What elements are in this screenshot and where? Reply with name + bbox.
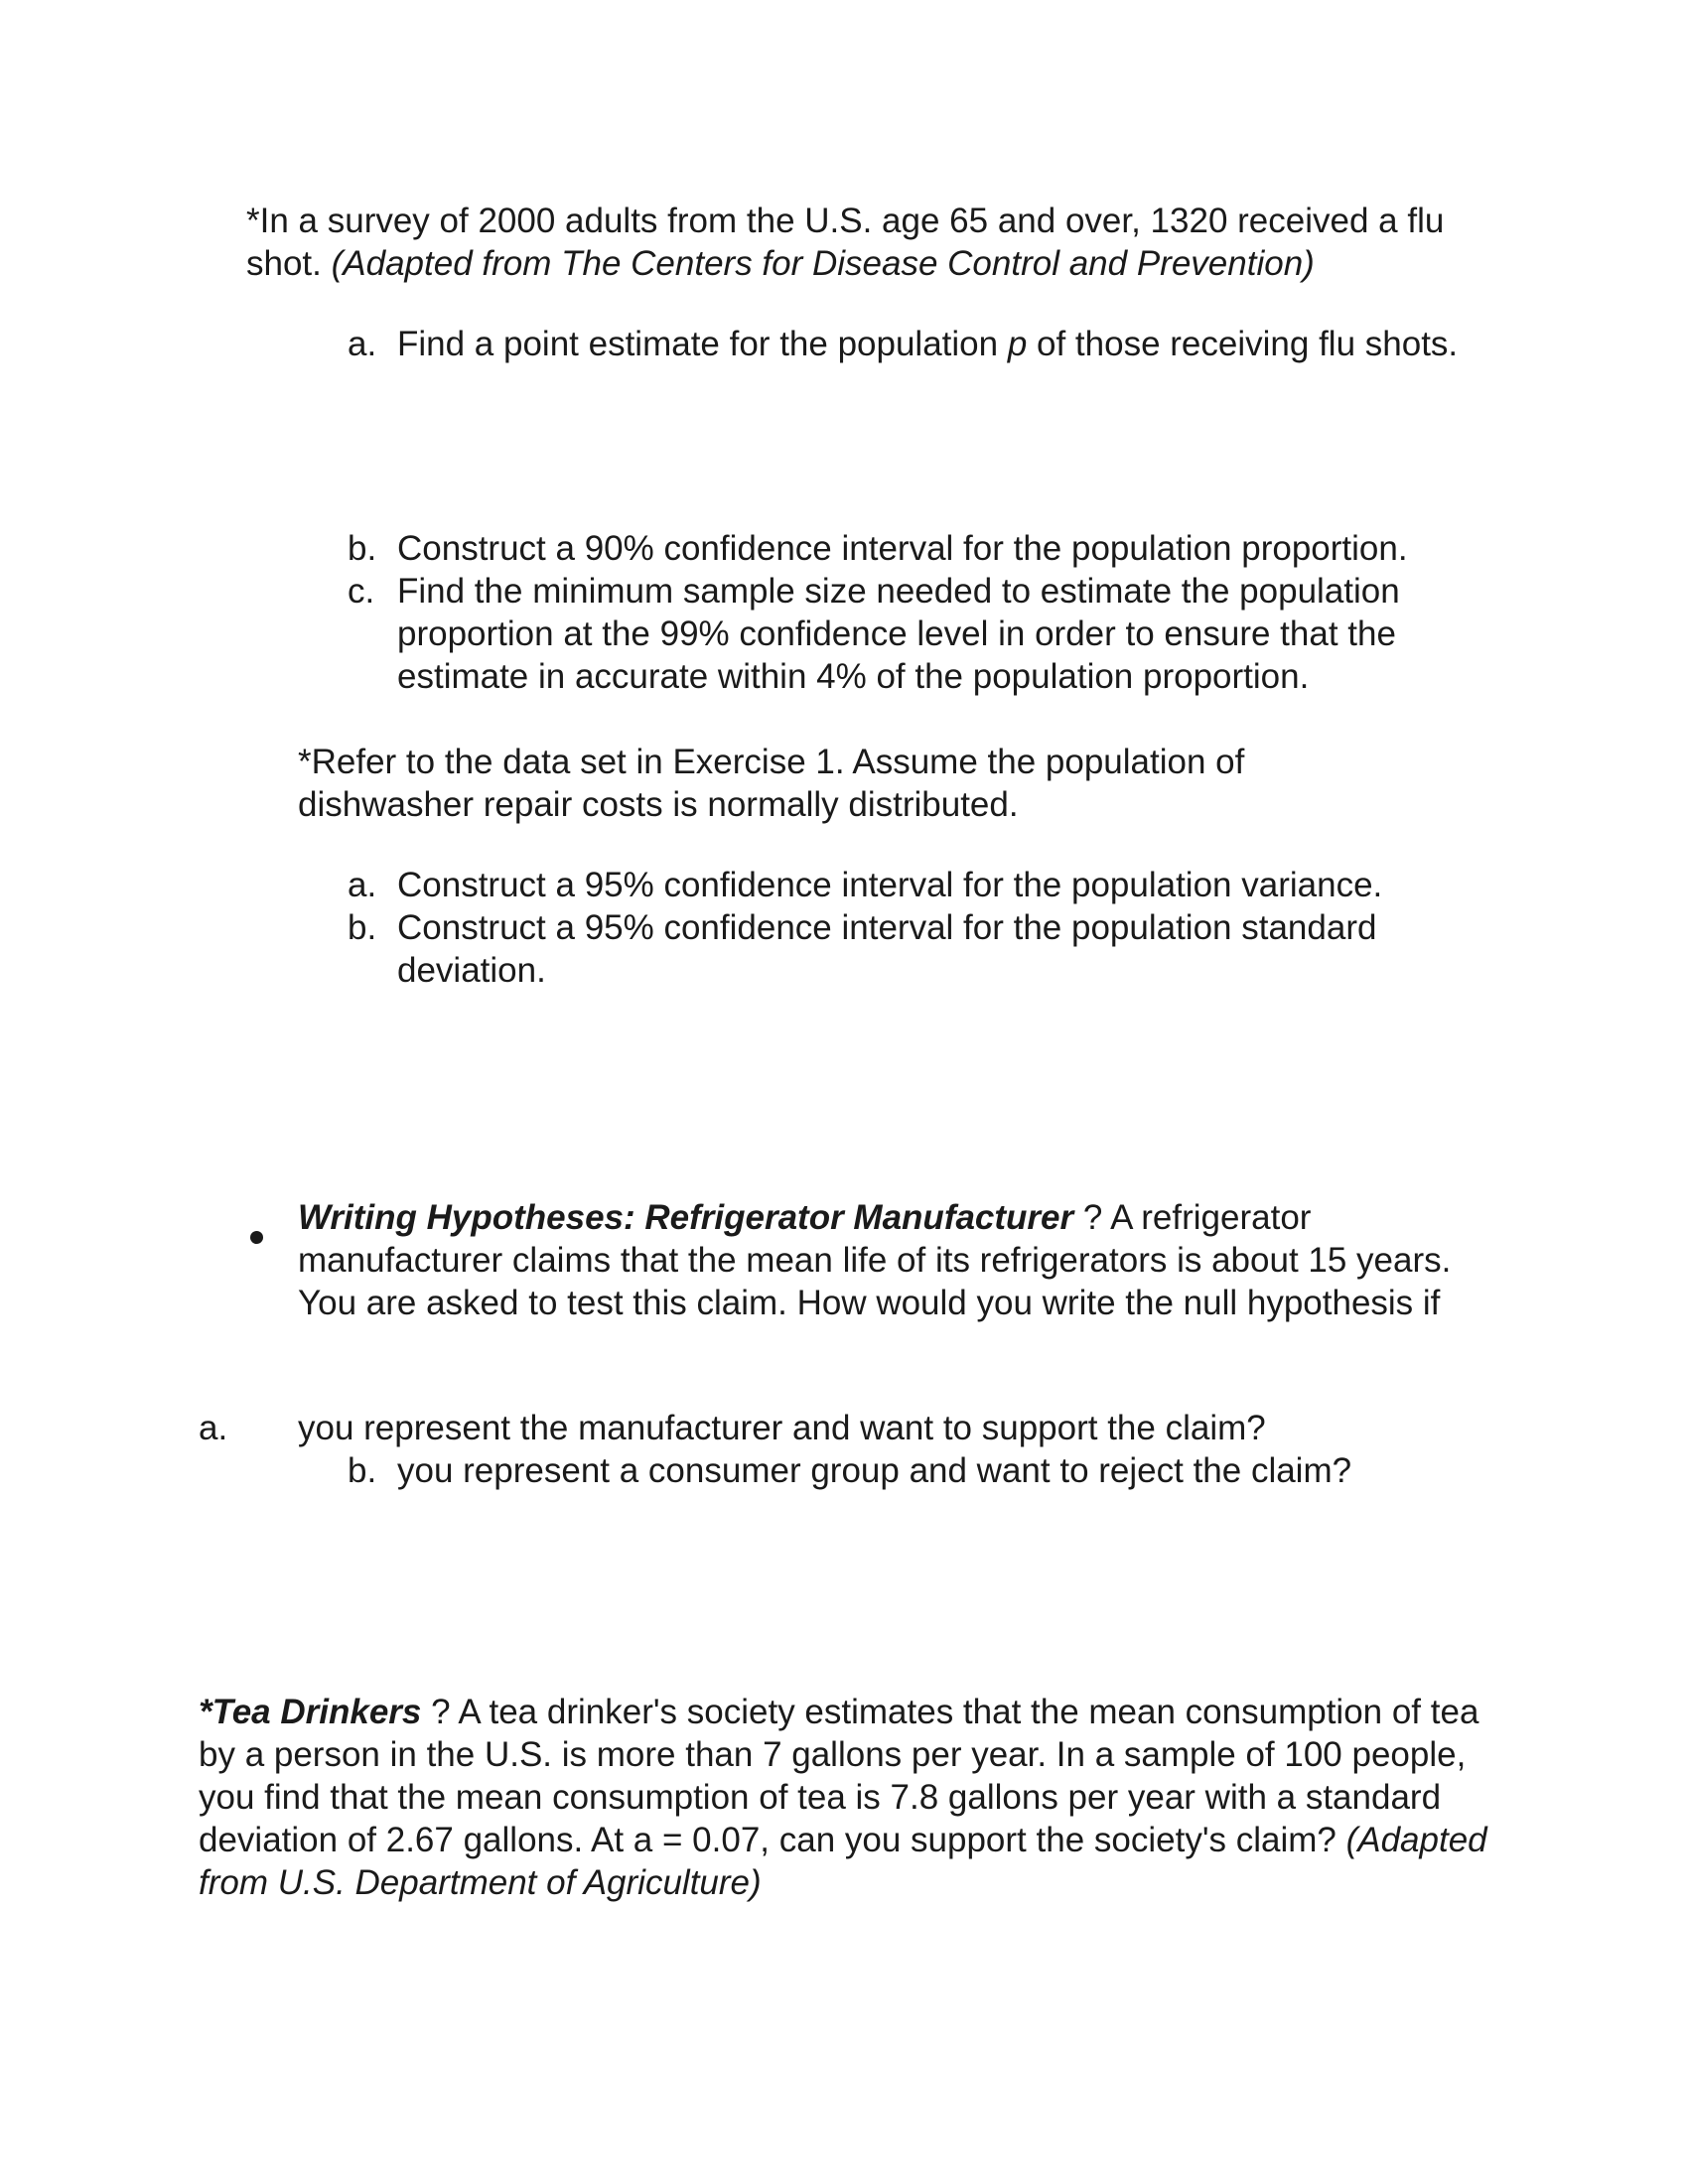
variable-p: p (1007, 325, 1028, 363)
q3-item-a-text: you represent the manufacturer and want to support the claim? (298, 1409, 1266, 1447)
q2-item-b-text: Construct a 95% confidence interval for the population standard deviation. (397, 908, 1377, 990)
bullet-icon (250, 1211, 263, 1254)
q1-item-b-text: Construct a 90% confidence interval for the population proportion. (397, 529, 1408, 568)
q3-title: Writing Hypotheses: Refrigerator Manufacturer (298, 1198, 1074, 1237)
q2-item-a-text: Construct a 95% confidence interval for the population variance. (397, 866, 1383, 904)
q1-intro-source: (Adapted from The Centers for Disease Control and Prevention) (331, 244, 1315, 283)
q1-intro-main: *In a survey of 2000 adults from the U.S. age 65 and over, 1320 received a flu shot. (246, 202, 1445, 283)
q4-paragraph (199, 1691, 1494, 1904)
q3-item-b-text: you represent a consumer group and want to reject the claim? (397, 1451, 1352, 1490)
q1-item-b-marker: b. (348, 529, 377, 568)
q3-item-b-marker: b. (348, 1451, 377, 1490)
q1-intro (246, 200, 1497, 285)
q1-item-c-marker: c. (348, 572, 375, 611)
q2-item-a-marker: a. (348, 866, 377, 904)
q4-body: ? A tea drinker's society estimates that the mean consumption of tea by a person in the U.S. is more than 7 gallons per year. In a sample of 100 people, you find that the mean consumption of tea is 7.8 gallons per year with a standard deviation of 2.67 gallons. At a = 0.07, can you support the society's claim? (199, 1693, 1479, 1859)
q3-text (298, 1196, 1465, 1324)
q1-item-a-text: Find a point estimate for the population p of those receiving flu shots. (397, 325, 1459, 363)
q3-item-a-marker: a. (199, 1409, 228, 1447)
q4-source: (Adapted from U.S. Department of Agriculture) (199, 1821, 1487, 1902)
q3-body: ? A refrigerator manufacturer claims that the mean life of its refrigerators is about 15 years. You are asked to test this claim. How would you write the null hypothesis if (298, 1198, 1452, 1322)
q1-item-a-marker: a. (348, 325, 377, 363)
q4-title: *Tea Drinkers (199, 1693, 422, 1731)
q1-item-c-text: Find the minimum sample size needed to estimate the population proportion at the 99% confidence level in order to ensure that the estimate in accurate within 4% of the population proportion. (397, 572, 1400, 696)
q2-intro: *Refer to the data set in Exercise 1. Assume the population of dishwasher repair costs is normally distributed. (298, 743, 1245, 824)
q2-item-b-marker: b. (348, 908, 377, 947)
